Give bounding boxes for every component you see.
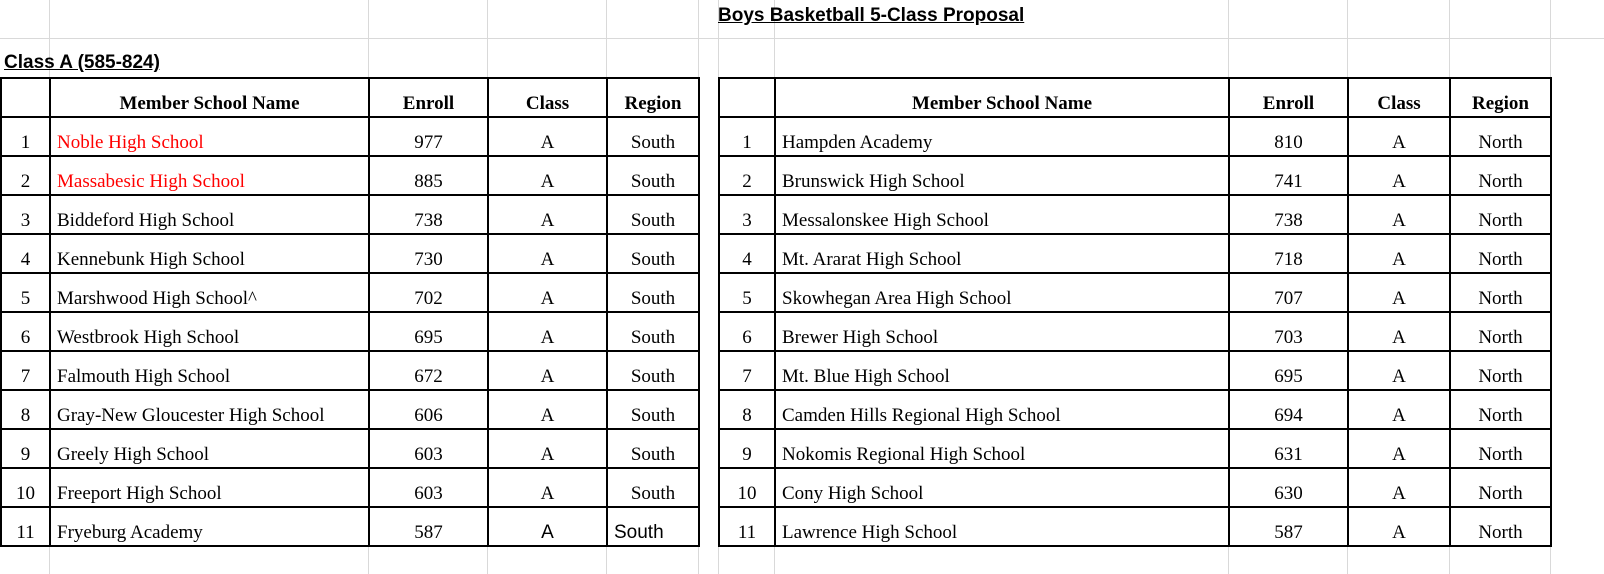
region-value: South: [607, 468, 699, 507]
school-name: Kennebunk High School: [50, 234, 369, 273]
class-value: A: [1348, 390, 1450, 429]
header-enroll: Enroll: [369, 78, 488, 117]
class-value: A: [488, 234, 607, 273]
region-value: North: [1450, 468, 1551, 507]
header-number: [719, 78, 775, 117]
region-value: North: [1450, 507, 1551, 546]
region-value: South: [607, 273, 699, 312]
table-row: [719, 351, 1551, 390]
class-value: A: [1348, 351, 1450, 390]
class-section-label: Class A (585-824): [4, 52, 160, 73]
row-number: 5: [1, 273, 50, 312]
school-name: Mt. Ararat High School: [775, 234, 1229, 273]
school-name: Massabesic High School: [50, 156, 369, 195]
table-row: [1, 468, 699, 507]
class-value: A: [488, 273, 607, 312]
class-value: A: [1348, 507, 1450, 546]
school-name: Noble High School: [50, 117, 369, 156]
school-name: Falmouth High School: [50, 351, 369, 390]
region-value: North: [1450, 273, 1551, 312]
table-header-row: [1, 78, 699, 117]
table-row: [1, 156, 699, 195]
region-value: North: [1450, 195, 1551, 234]
enrollment-value: 977: [369, 117, 488, 156]
row-number: 1: [1, 117, 50, 156]
enrollment-value: 603: [369, 429, 488, 468]
table-row: [719, 117, 1551, 156]
table-row: [719, 390, 1551, 429]
enrollment-value: 702: [369, 273, 488, 312]
header-number: [1, 78, 50, 117]
class-value: A: [488, 390, 607, 429]
table-row: [1, 195, 699, 234]
school-name: Greely High School: [50, 429, 369, 468]
row-number: 4: [719, 234, 775, 273]
school-name: Hampden Academy: [775, 117, 1229, 156]
north-school-table: [718, 77, 1552, 547]
region-value: North: [1450, 312, 1551, 351]
school-name: Camden Hills Regional High School: [775, 390, 1229, 429]
table-row: [1, 390, 699, 429]
row-number: 7: [719, 351, 775, 390]
school-name: Skowhegan Area High School: [775, 273, 1229, 312]
table-row: [719, 195, 1551, 234]
row-number: 10: [1, 468, 50, 507]
region-value: North: [1450, 117, 1551, 156]
school-name: Marshwood High School^: [50, 273, 369, 312]
table-row: [1, 273, 699, 312]
enrollment-value: 738: [369, 195, 488, 234]
region-value: South: [607, 351, 699, 390]
row-number: 9: [1, 429, 50, 468]
row-number: 4: [1, 234, 50, 273]
row-number: 2: [1, 156, 50, 195]
enrollment-value: 603: [369, 468, 488, 507]
table-row: [719, 507, 1551, 546]
class-value: A: [1348, 156, 1450, 195]
enrollment-value: 730: [369, 234, 488, 273]
enrollment-value: 631: [1229, 429, 1348, 468]
enrollment-value: 718: [1229, 234, 1348, 273]
enrollment-value: 885: [369, 156, 488, 195]
region-value: South: [607, 390, 699, 429]
enrollment-value: 695: [1229, 351, 1348, 390]
enrollment-value: 606: [369, 390, 488, 429]
region-value: North: [1450, 156, 1551, 195]
table-row: [719, 273, 1551, 312]
row-number: 10: [719, 468, 775, 507]
class-value: A: [488, 117, 607, 156]
class-value: A: [488, 195, 607, 234]
table-row: [1, 429, 699, 468]
class-value: A: [488, 507, 607, 546]
region-value: South: [607, 234, 699, 273]
class-value: A: [1348, 117, 1450, 156]
row-number: 11: [719, 507, 775, 546]
class-value: A: [488, 156, 607, 195]
table-row: [1, 117, 699, 156]
table-row: [1, 507, 699, 546]
region-value: North: [1450, 390, 1551, 429]
row-number: 3: [1, 195, 50, 234]
enrollment-value: 694: [1229, 390, 1348, 429]
table-row: [719, 156, 1551, 195]
enrollment-value: 707: [1229, 273, 1348, 312]
header-class: Class: [488, 78, 607, 117]
class-value: A: [488, 468, 607, 507]
class-value: A: [488, 429, 607, 468]
row-number: 8: [1, 390, 50, 429]
enrollment-value: 810: [1229, 117, 1348, 156]
region-value: North: [1450, 429, 1551, 468]
row-number: 7: [1, 351, 50, 390]
school-name: Lawrence High School: [775, 507, 1229, 546]
school-name: Mt. Blue High School: [775, 351, 1229, 390]
region-value: South: [607, 117, 699, 156]
school-name: Nokomis Regional High School: [775, 429, 1229, 468]
table-row: [719, 468, 1551, 507]
region-value: North: [1450, 351, 1551, 390]
header-school-name: Member School Name: [50, 78, 369, 117]
class-value: A: [1348, 468, 1450, 507]
region-value: South: [607, 156, 699, 195]
region-value: North: [1450, 234, 1551, 273]
region-value: South: [607, 507, 699, 546]
enrollment-value: 695: [369, 312, 488, 351]
school-name: Westbrook High School: [50, 312, 369, 351]
enrollment-value: 587: [369, 507, 488, 546]
enrollment-value: 672: [369, 351, 488, 390]
row-number: 5: [719, 273, 775, 312]
class-value: A: [1348, 273, 1450, 312]
row-number: 3: [719, 195, 775, 234]
school-name: Gray-New Gloucester High School: [50, 390, 369, 429]
enrollment-value: 587: [1229, 507, 1348, 546]
row-number: 6: [1, 312, 50, 351]
header-class: Class: [1348, 78, 1450, 117]
enrollment-value: 703: [1229, 312, 1348, 351]
enrollment-value: 738: [1229, 195, 1348, 234]
table-row: [1, 312, 699, 351]
table-row: [1, 351, 699, 390]
row-number: 2: [719, 156, 775, 195]
school-name: Cony High School: [775, 468, 1229, 507]
row-number: 6: [719, 312, 775, 351]
header-region: Region: [607, 78, 699, 117]
row-number: 1: [719, 117, 775, 156]
school-name: Freeport High School: [50, 468, 369, 507]
row-number: 11: [1, 507, 50, 546]
table-row: [1, 234, 699, 273]
sheet-title: Boys Basketball 5-Class Proposal: [718, 5, 1025, 26]
class-value: A: [488, 312, 607, 351]
row-number: 9: [719, 429, 775, 468]
region-value: South: [607, 312, 699, 351]
table-header-row: [719, 78, 1551, 117]
class-value: A: [1348, 234, 1450, 273]
table-row: [719, 234, 1551, 273]
class-value: A: [1348, 195, 1450, 234]
school-name: Brewer High School: [775, 312, 1229, 351]
south-school-table: [0, 77, 700, 547]
class-value: A: [488, 351, 607, 390]
school-name: Brunswick High School: [775, 156, 1229, 195]
class-value: A: [1348, 312, 1450, 351]
header-school-name: Member School Name: [775, 78, 1229, 117]
enrollment-value: 741: [1229, 156, 1348, 195]
class-value: A: [1348, 429, 1450, 468]
table-row: [719, 429, 1551, 468]
header-enroll: Enroll: [1229, 78, 1348, 117]
school-name: Fryeburg Academy: [50, 507, 369, 546]
header-region: Region: [1450, 78, 1551, 117]
row-number: 8: [719, 390, 775, 429]
gridline: [0, 38, 1604, 39]
enrollment-value: 630: [1229, 468, 1348, 507]
region-value: South: [607, 195, 699, 234]
school-name: Biddeford High School: [50, 195, 369, 234]
region-value: South: [607, 429, 699, 468]
table-row: [719, 312, 1551, 351]
school-name: Messalonskee High School: [775, 195, 1229, 234]
